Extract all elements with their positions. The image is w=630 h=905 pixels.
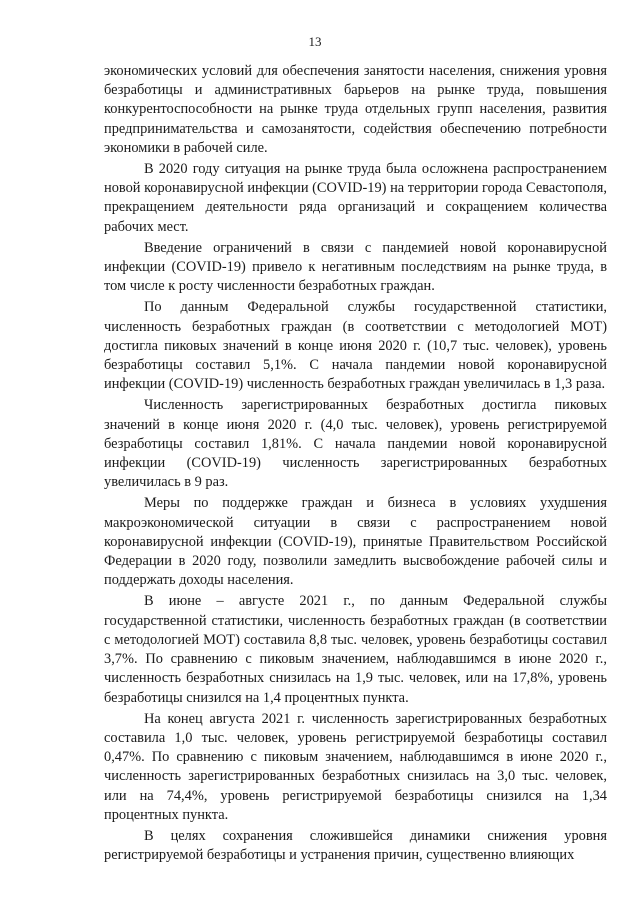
paragraph: Численность зарегистрированных безработных достигла пиковых значений в конце июня 2020 г. (4,0 тыс. человек), уровень регистрируемой безработицы составил 1,81%. С начала пандемии новой коронавирусной инфекции (COVID-19) численность зарегистрированных безработных увеличилась в 9 раз. (104, 397, 607, 491)
paragraph: Меры по поддержке граждан и бизнеса в условиях ухудшения макроэкономической ситуации в связи с распространением новой коронавирусной инфекции (COVID-19), принятые Правительством Российской Федерации в 2020 году, позволили замедлить высвобождение рабочей силы и поддержать доходы населения. (104, 495, 607, 589)
paragraph: В июне – августе 2021 г., по данным Федеральной службы государственной статистики, численность безработных граждан (в соответствии с методологией МОТ) составила 8,8 тыс. человек, уровень безработицы составил 3,7%. По сравнению с пиковым значением, наблюдавшимся в июне 2020 г., численность безработных снизилась на 1,9 тыс. человек, или на 17,8%, уровень безработицы снизился на 1,4 процентных пункта. (104, 593, 607, 706)
paragraph: В 2020 году ситуация на рынке труда была осложнена распространением новой коронавирусной инфекции (COVID-19) на территории города Севастополя, прекращением деятельности ряда организаций и сокращением количества рабочих мест. (104, 161, 607, 235)
paragraph: В целях сохранения сложившейся динамики снижения уровня регистрируемой безработицы и устранения причин, существенно влияющих (104, 827, 607, 864)
paragraph: По данным Федеральной службы государственной статистики, численность безработных граждан (в соответствии с методологией МОТ) достигла пиковых значений в конце июня 2020 г. (10,7 тыс. человек), уровень безработицы составил 5,1%. С начала пандемии новой коронавирусной инфекции (COVID-19) численность безработных граждан увеличилась в 1,3 раза. (104, 299, 607, 393)
paragraph: экономических условий для обеспечения занятости населения, снижения уровня безработицы и административных барьеров на рынке труда, повышения конкурентоспособности на рынке труда отдельных групп населения, развития предпринимательства и самозанятости, содействия обеспечению потребности экономики в рабочей силе. (104, 63, 607, 156)
paragraph: На конец августа 2021 г. численность зарегистрированных безработных составила 1,0 тыс. человек, уровень регистрируемой безработицы составил 0,47%. По сравнению с пиковым значением, наблюдавшимся в июне 2020 г., численность зарегистрированных безработных снизилась на 3,0 тыс. человек, или на 74,4%, уровень регистрируемой безработицы снизился на 1,34 процентных пункта. (104, 710, 607, 823)
paragraph: Введение ограничений в связи с пандемией новой коронавирусной инфекции (COVID-19) привело к негативным последствиям на рынке труда, в том числе к росту численности безработных граждан. (104, 239, 607, 295)
page-number: 13 (308, 34, 322, 49)
document-body (104, 62, 607, 867)
